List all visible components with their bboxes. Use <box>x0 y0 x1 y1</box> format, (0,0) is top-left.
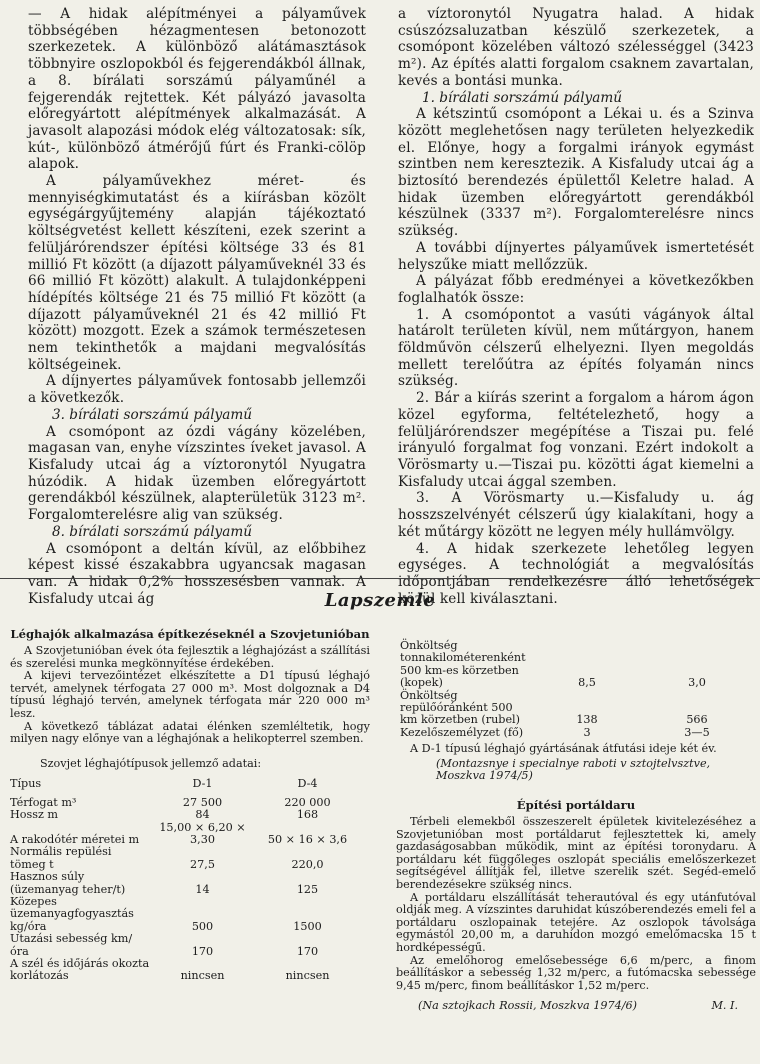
table-cell: Közepes üzemanyagfogyasztás kg/óra <box>10 895 134 933</box>
table-cell: 566 <box>686 713 708 727</box>
right-bottom-column <box>396 640 756 1014</box>
table-cell: 3—5 <box>684 725 710 739</box>
table-cell: 168 <box>296 808 319 822</box>
table-cell: Térfogat m³ <box>10 795 77 809</box>
citation: (Na sztojkach Rossii, Moszkva 1974/6) <box>418 999 637 1013</box>
table-row <box>396 690 752 727</box>
subheading: 3. bírálati sorszámú pályamű <box>52 406 252 423</box>
table-cell: 50 × 16 × 3,6 <box>267 832 348 846</box>
citation: (Montazsnye i specialnye raboti v sztojtelvsztve, Moszkva 1974/5) <box>436 756 711 783</box>
table-cell: Kezelőszemélyzet (fő) <box>400 725 524 739</box>
body-paragraph: A csomópont az ózdi vágány közelében, magasan van, enyhe vízszintes íveket javasol. A Kisfaludy utcai ág a víztoronytól Nyugatra húzódik. A hidak üzemben előregyártott gerendákból készülnek, alapterületük 3123 m². Forgalomterelésre alig van szükség. <box>28 423 366 524</box>
table-row <box>396 640 752 690</box>
subheading: 1. bírálati sorszámú pályamű <box>422 89 622 106</box>
table-cell: 84 <box>195 808 210 822</box>
table-row <box>10 846 360 871</box>
article-title: Építési portáldaru <box>516 798 636 813</box>
section-divider <box>0 578 760 579</box>
table-cell: 3,0 <box>688 676 706 690</box>
table-cell: Utazási sebesség km/óra <box>10 932 133 958</box>
table-row <box>10 896 360 933</box>
table-cell: A szél és időjárás okozta korlátozás <box>10 957 150 983</box>
table-cell: 170 <box>296 944 319 958</box>
article-paragraph: A kijevi tervezőintézet elkészítette a D1 típusú léghajó tervét, amelynek térfogata 27 000 m³. Most dolgoznak a D4 típusú léghajó tervén, amelynek térfogata már 220 000 m³ lesz. <box>10 669 370 720</box>
table-header-cell: D-1 <box>192 777 213 791</box>
table-cell: 1500 <box>293 919 322 933</box>
article-title: Léghajók alkalmazása építkezéseknél a Szovjetunióban <box>10 627 370 641</box>
table-note: A D-1 típusú léghajó gyártásának átfutási ideje két év. <box>410 742 717 756</box>
body-paragraph: 4. A hidak szerkezete lehetőleg legyen egységes. A technológiát a megvalósítás időpontjában rendelkezésre álló lehetőségek közül kell kiválasztani. <box>398 540 754 607</box>
body-paragraph: A csomópont a deltán kívül, az előbbihez képest kissé északabbra ugyancsak magasan van. A hidak 0,2% hosszesésben vannak. A Kisfaludy utcai ág <box>28 540 366 607</box>
table-cell: 170 <box>191 944 214 958</box>
section-title: Lapszemle <box>324 590 436 611</box>
table-cell: 220,0 <box>291 857 324 871</box>
table-cell: 27 500 <box>182 795 223 809</box>
top-left-column <box>28 6 366 607</box>
table-row <box>396 727 752 739</box>
signature: M. I. <box>711 999 738 1013</box>
table-cell: Hossz m <box>10 808 59 822</box>
table-cell: nincsen <box>180 969 225 983</box>
body-paragraph: 3. A Vörösmarty u.—Kisfaludy u. ág hosszszelvényét célszerű úgy kialakítani, hogy a két műtárgy között ne legyen mély hullámvölgy. <box>398 490 754 540</box>
table-row <box>10 871 360 896</box>
body-paragraph: 2. Bár a kiírás szerint a forgalom a három ágon közel egyforma, feltételezhető, hogy a felüljárórendszer megépítése a Tiszai pu. felé irányuló forgalmat fog vonzani. Ezért indokolt a Vörösmarty u.—Tiszai pu. közötti ágat kiemelni a Kisfaludy utcai ággal szemben. <box>398 390 754 490</box>
body-paragraph: A díjnyertes pályaművek fontosabb jellemzői a következők. <box>28 373 366 407</box>
article-paragraph: A portáldaru elszállítását teherautóval és egy utánfutóval oldják meg. A vízszintes daruhidat kúszóberendezés emeli fel a portáldaru oszlopainak tetejére. Az oszlopok távolsága egymástól 20,00 m, a daruhídon mozgó emelőmacska 15 t hordképességű. <box>396 890 756 954</box>
table-cell: 27,5 <box>190 857 215 871</box>
table-cell: 14 <box>195 882 210 896</box>
table-cell: A rakodótér méretei m <box>10 832 140 846</box>
table-cell: Hasznos súly (üzemanyag teher/t) <box>10 870 126 896</box>
table-header-row <box>10 778 360 790</box>
article-airships <box>10 628 370 983</box>
body-paragraph: A kétszintű csomópont a Lékai u. és a Szinva között meglehetősen nagy területen helyezkedik el. Előnye, hogy a forgalmi irányok egymást szintben nem keresztezik. A Kisfaludy utcai ág a biztosító berendezés épülettől Keletre halad. A hidak üzemben előregyártott gerendákból készülnek (3337 m²). Forgalomterelésre nincs szükség. <box>398 106 754 240</box>
body-paragraph: — A hidak alépítményei a pályaművek többségében hézagmentesen betonozott szerkezetek. A különböző alátámasztások többnyire oszlopokból és fejgerendákból állnak, a 8. bírálati sorszámú pályaműnél a fejgerendák rejtettek. Két pályázó javasolta előregyártott alépítmények alkalmazását. A javasolt alapozási módok elég változatosak: sík, kút-, különböző átmérőjű fúrt és Franki-cölöp alapok. <box>28 6 366 173</box>
table-caption: Szovjet léghajótípusok jellemző adatai: <box>40 756 262 770</box>
table-row <box>10 958 360 983</box>
table-cell: 125 <box>296 882 319 896</box>
article-paragraph: Térbeli elemekből összeszerelt épületek kivitelezéséhez a Szovjetunióban most portáldarut fejlesztettek ki, amely gazdaságosabban működik, mint az építési toronydaru. A portáldaru két függőleges oszlopát speciális emelőszerkezet segítségével állítják fel, illetve szerelik szét. Segéd-emelő berendezésekre szükség nincs. <box>396 815 756 891</box>
table-header-cell: Típus <box>10 777 42 791</box>
table-cell: Önköltség tonnakilométerenként 500 km-es körzetben (kopek) <box>400 639 526 690</box>
table-row <box>10 933 360 958</box>
table-cell: 220 000 <box>284 795 331 809</box>
table-cell: Normális repülési tömeg t <box>10 845 112 871</box>
airship-table <box>10 778 360 983</box>
table-cell: nincsen <box>285 969 330 983</box>
table-cell: Önköltség repülőóránként 500 km körzetben (rubel) <box>400 688 521 727</box>
body-paragraph: A pályázat főbb eredményei a következőkben foglalhatók össze: <box>398 273 754 306</box>
body-paragraph: 1. A csomópontot a vasúti vágányok által határolt területen kívül, nem műtárgyon, hanem földművön célszerű elhelyezni. Ilyen megoldás mellett terelőútra az építés folyamán nincs szükség. <box>398 306 754 390</box>
article-paragraph: A Szovjetunióban évek óta fejlesztik a léghajózást a szállítási és szerelési munka megkönnyítése érdekében. <box>10 644 370 670</box>
table-cell: 15,00 × 6,20 × 3,30 <box>159 820 246 846</box>
body-paragraph: a víztoronytól Nyugatra halad. A hidak csúszózsaluzatban készülő szerkezetek, a csomópont közelében változó szélességgel (3423 m²). Az építés alatti forgalom csaknem zavartalan, kevés a bontási munka. <box>398 6 754 89</box>
table-cell: 500 <box>191 919 214 933</box>
body-paragraph: A pályaművekhez méret- és mennyiségkimutatást és a kiírásban közölt egységárgyűjtemény alapján tájékoztató költségvetést kellett készíteni, ezek szerint a felüljárórendszer építési költsége 33 és 81 millió Ft között (a díjazott pályaműveknél 33 és 66 millió Ft között) alakult. A tulajdonképpeni hídépítés költsége 21 és 75 millió Ft között (a díjazott pályaműveknél 21 és 42 millió Ft között) mozgott. Ezek a számok természetesen nem tekinthetők a majdani megvalósítás költségeinek. <box>28 173 366 373</box>
body-paragraph: A további díjnyertes pályaművek ismertetését helyszűke miatt mellőzzük. <box>398 239 754 273</box>
article-footer <box>396 1000 756 1014</box>
table-cell: 138 <box>576 713 598 727</box>
top-right-column <box>398 6 754 607</box>
table-row <box>10 822 360 847</box>
table-cell: 8,5 <box>578 676 596 690</box>
subheading: 8. bírálati sorszámú pályamű <box>52 523 252 540</box>
table-header-cell: D-4 <box>297 777 318 791</box>
airship-table-continued <box>396 640 752 739</box>
table-cell: 3 <box>583 725 591 739</box>
article-paragraph: A következő táblázat adatai élénken szemléltetik, hogy milyen nagy előnye van a léghajónak a helikopterrel szemben. <box>10 719 370 746</box>
table-row <box>10 809 360 821</box>
article-paragraph: Az emelőhorog emelősebessége 6,6 m/perc, a finom beállításkor a sebesség 1,32 m/perc, a futómacska sebessége 9,45 m/perc, finom beállításkor 1,52 m/perc. <box>396 953 756 992</box>
